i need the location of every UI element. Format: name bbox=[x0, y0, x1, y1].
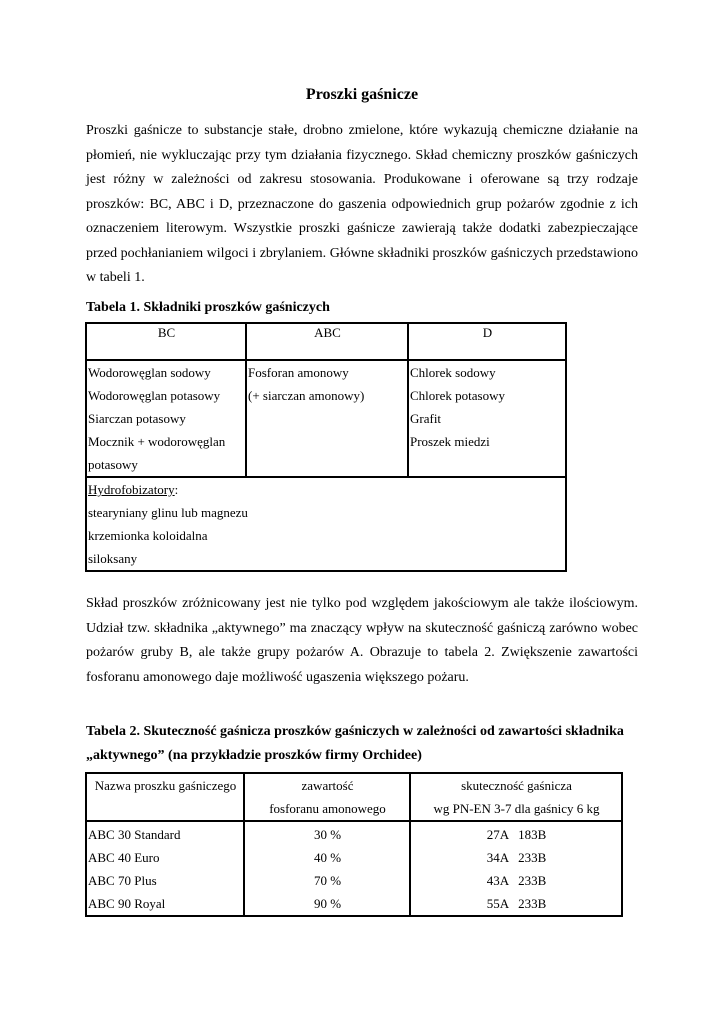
table1-cell-abc bbox=[246, 360, 408, 477]
list-item: Mocznik + wodorowęglan potasowy bbox=[88, 434, 226, 472]
table2-cell-effectiveness bbox=[410, 821, 622, 916]
table2-cell-names bbox=[86, 821, 244, 916]
table1-header-row bbox=[86, 323, 566, 360]
table-cell: ABC 90 Royal bbox=[88, 896, 166, 911]
table-cell: 70 % bbox=[313, 873, 342, 888]
table-cell: 55A 233B bbox=[486, 896, 547, 911]
list-item: siloksany bbox=[88, 551, 138, 566]
table1-header-abc: ABC bbox=[246, 323, 408, 360]
table2-caption: Tabela 2. Skuteczność gaśnicza proszków gaśniczych w zależności od zawartości składnika „aktywnego” (na przykładzie proszków firmy Orchidee) bbox=[86, 724, 624, 763]
list-item: Proszek miedzi bbox=[410, 434, 490, 449]
effectiveness-table bbox=[85, 772, 623, 917]
table2-cell-percents bbox=[244, 821, 410, 916]
hydrophobizers-colon: : bbox=[174, 482, 179, 497]
table2-header-name: Nazwa proszku gaśniczego bbox=[86, 773, 244, 821]
header-line: skuteczność gaśnicza bbox=[461, 778, 572, 793]
header-line: zawartość bbox=[301, 778, 354, 793]
list-item: Fosforan amonowy bbox=[248, 365, 349, 380]
list-item: Chlorek sodowy bbox=[410, 365, 496, 380]
list-item: Wodorowęglan potasowy bbox=[88, 388, 221, 403]
intro-paragraph: Proszki gaśnicze to substancje stałe, drobno zmielone, które wykazują chemiczne działanie na płomień, nie wykluczając przy tym działania fizycznego. Skład chemiczny proszków gaśniczych jest różny w zależności od zakresu stosowania. Produkowane i oferowane są trzy rodzaje proszków: BC, ABC i D, przeznaczone do gaszenia odpowiednich grup pożarów zgodnie z ich oznaczeniem literowym. Wszystkie proszki gaśnicze zawierają także dodatki zabezpieczające przed pochłanianiem wilgoci i zbrylaniem. Główne składniki proszków gaśniczych przedstawiono w tabeli 1. bbox=[86, 123, 638, 285]
list-item: Chlorek potasowy bbox=[410, 388, 505, 403]
table1-cell-d bbox=[408, 360, 566, 477]
header-line: fosforanu amonowego bbox=[269, 801, 386, 816]
list-item: Siarczan potasowy bbox=[88, 411, 186, 426]
table-cell: ABC 70 Plus bbox=[88, 873, 157, 888]
table2-body-row bbox=[86, 821, 622, 916]
table-cell: 43A 233B bbox=[486, 873, 547, 888]
table-cell: 27A 183B bbox=[486, 827, 547, 842]
document-title: Proszki gaśnicze bbox=[305, 86, 419, 103]
table1-body-row bbox=[86, 360, 566, 477]
table-cell: 34A 233B bbox=[486, 850, 547, 865]
list-item: krzemionka koloidalna bbox=[88, 528, 208, 543]
table1-caption: Tabela 1. Składniki proszków gaśniczych bbox=[86, 300, 330, 315]
composition-paragraph: Skład proszków zróżnicowany jest nie tylko pod względem jakościowym ale także ilościowym. Udział tzw. składnika „aktywnego” ma znaczący wpływ na skuteczność gaśniczą zarówno wobec pożarów gruby B, ale także grupy pożarów A. Obrazuje to tabela 2. Zwiększenie zawartości fosforanu amonowego daje możliwość ugaszenia większego pożaru. bbox=[86, 596, 638, 685]
list-item: (+ siarczan amonowy) bbox=[248, 388, 365, 403]
table-cell: ABC 30 Standard bbox=[88, 827, 181, 842]
list-item: Wodorowęglan sodowy bbox=[88, 365, 211, 380]
table-cell: ABC 40 Euro bbox=[88, 850, 160, 865]
hydrophobizers-heading bbox=[88, 478, 565, 501]
table1-header-d: D bbox=[408, 323, 566, 360]
list-item: stearyniany glinu lub magnezu bbox=[88, 505, 248, 520]
table1-hydrophobizers-row bbox=[86, 477, 566, 571]
header-line: wg PN-EN 3-7 dla gaśnicy 6 kg bbox=[433, 801, 600, 816]
hydrophobizers-label: Hydrofobizatory bbox=[88, 482, 175, 497]
table-cell: 40 % bbox=[313, 850, 342, 865]
table1-cell-hydrophobizers bbox=[86, 477, 566, 571]
components-table bbox=[85, 322, 567, 572]
table1-header-bc: BC bbox=[86, 323, 246, 360]
table2-header-percent bbox=[244, 773, 410, 821]
table-cell: 30 % bbox=[313, 827, 342, 842]
list-item: Grafit bbox=[410, 411, 442, 426]
table2-header-row bbox=[86, 773, 622, 821]
table2-header-effectiveness bbox=[410, 773, 622, 821]
table1-cell-bc bbox=[86, 360, 246, 477]
table-cell: 90 % bbox=[313, 896, 342, 911]
